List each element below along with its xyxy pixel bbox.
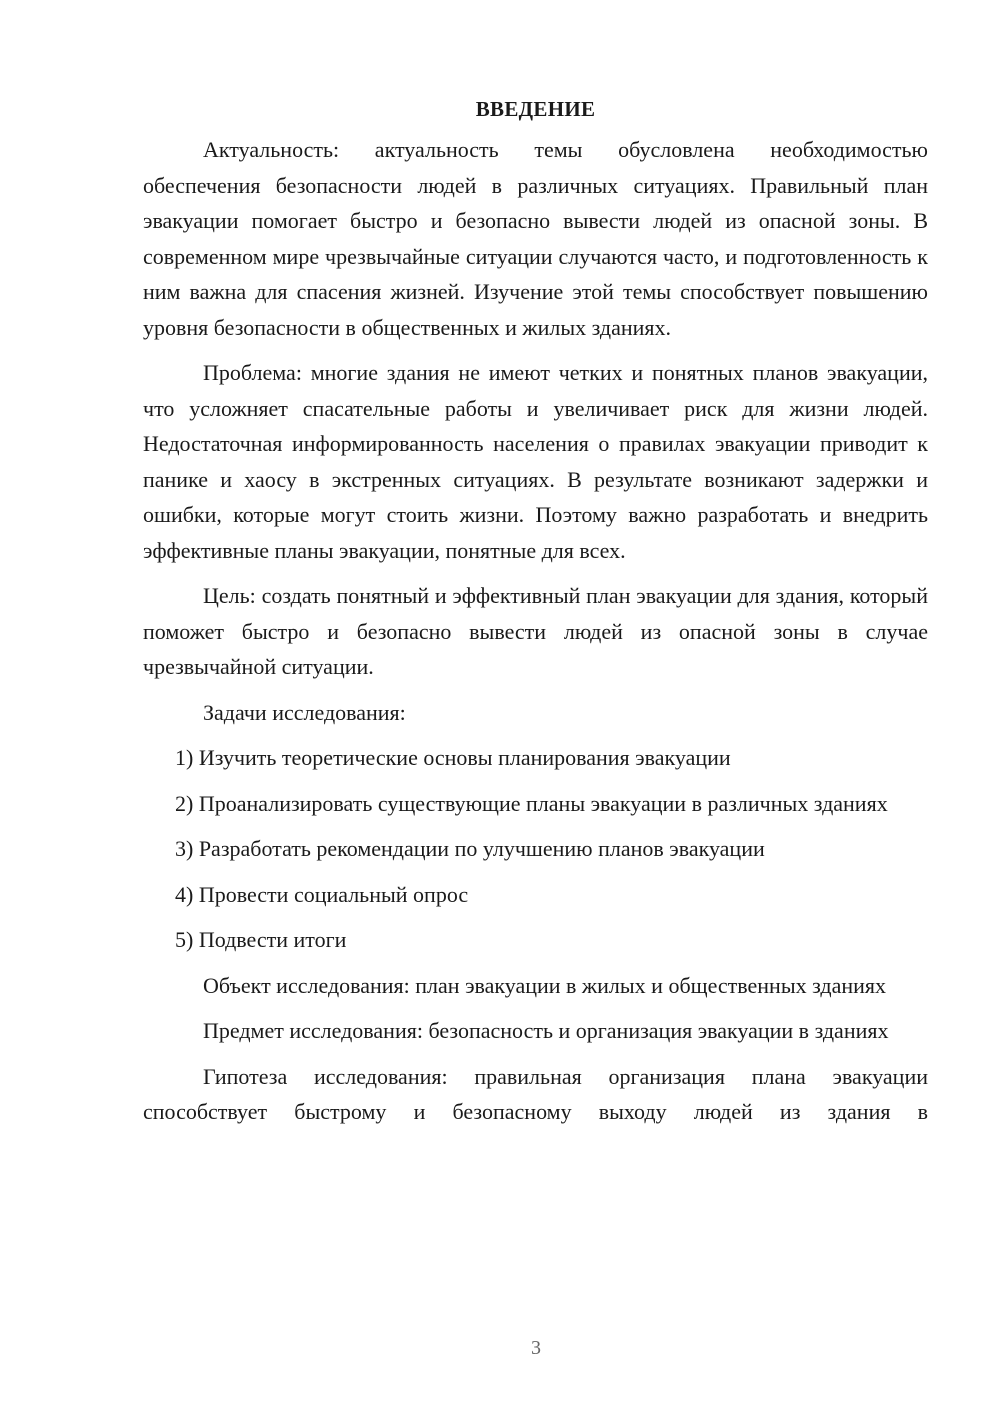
task-item-3: 3) Разработать рекомендации по улучшению планов эвакуации [175, 836, 765, 861]
page-number: 3 [531, 1337, 541, 1359]
hypothesis-paragraph: Гипотеза исследования: правильная организация плана эвакуации способствует быстрому и безопасному выходу людей из здания в [143, 1063, 928, 1124]
problem-paragraph: Проблема: многие здания не имеют четких и понятных планов эвакуации, что усложняет спасательные работы и увеличивает риск для жизни людей. Недостаточная информированность населения о правилах эвакуации приводит к панике и хаосу в экстренных ситуациях. В результате возникают задержки и ошибки, которые могут стоить жизни. Поэтому важно разработать и внедрить эффективные планы эвакуации, понятные для всех. [143, 360, 928, 563]
page-title: ВВЕДЕНИЕ [475, 97, 596, 121]
goal-paragraph: Цель: создать понятный и эффективный план эвакуации для здания, который поможет быстро и безопасно вывести людей из опасной зоны в случае чрезвычайной ситуации. [143, 583, 928, 679]
task-item-5: 5) Подвести итоги [175, 927, 347, 952]
document-body [143, 92, 928, 1140]
tasks-heading: Задачи исследования: [203, 699, 406, 725]
task-item-2: 2) Проанализировать существующие планы эвакуации в различных зданиях [175, 790, 888, 816]
task-item-4: 4) Провести социальный опрос [175, 881, 469, 907]
task-item-1: 1) Изучить теоретические основы планирования эвакуации [175, 745, 731, 770]
subject-paragraph: Предмет исследования: безопасность и организация эвакуации в зданиях [203, 1018, 889, 1043]
object-paragraph: Объект исследования: план эвакуации в жилых и общественных зданиях [203, 972, 887, 998]
relevance-paragraph: Актуальность: актуальность темы обусловлена необходимостью обеспечения безопасности людей в различных ситуациях. Правильный план эвакуации помогает быстро и безопасно вывести людей из опасной зоны. В современном мире чрезвычайные ситуации случаются часто, и подготовленность к ним важна для спасения жизней. Изучение этой темы способствует повышению уровня безопасности в общественных и жилых зданиях. [143, 137, 928, 340]
